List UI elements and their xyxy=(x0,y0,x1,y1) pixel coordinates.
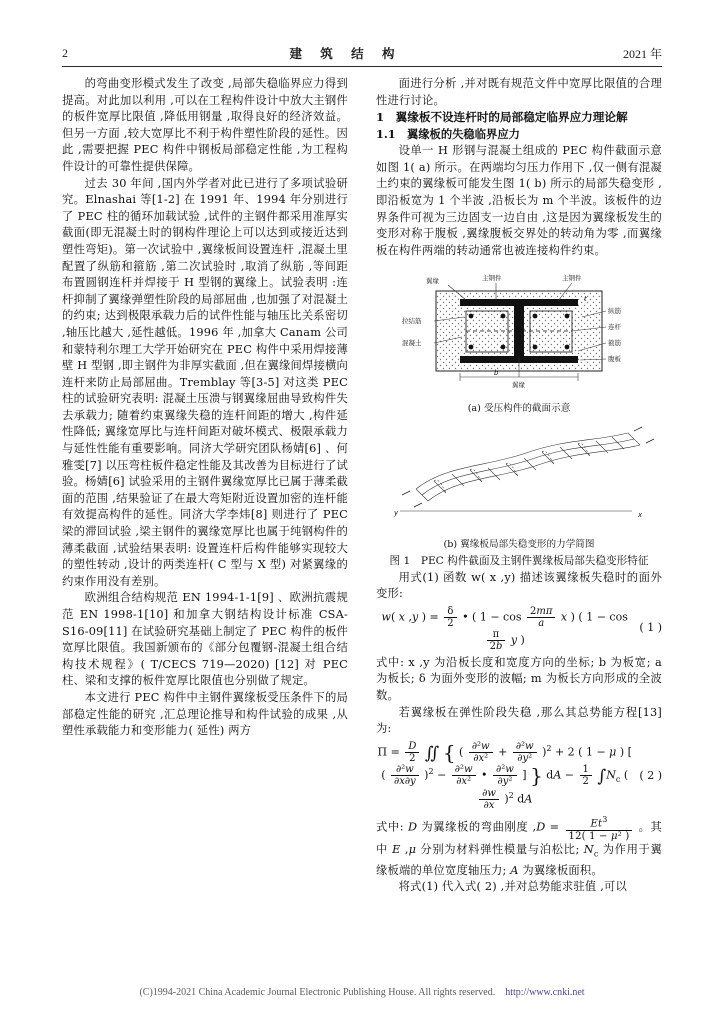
paragraph: 欧洲组合结构规范 EN 1994-1-1[9] 、欧洲抗震规范 EN 1998-1[10] 和加拿大钢结构设计标准 CSA-S16-09[11] 在试验研究基础上制定了 PEC 构件的板件宽厚比限值。我国新颁布的《部分包覆钢-混凝土组合结构技术规程》( T/CECS 719—2020) [12] 对 PEC 柱、梁和支撑的板件宽厚比限值也分别做了规定。 xyxy=(62,591,348,688)
paragraph: 过去 30 年间 ,国内外学者对此已进行了多项试验研究。Elnashai 等[1-2] 在 1991 年、1994 年分别进行了 PEC 柱的循环加载试验 ,试件的主钢件都采用准厚实截面(即无混凝土时的钢构件理论上可以达到或接近达到塑性弯矩)。第一次试验中 ,翼缘板间设置连杆 ,混凝土里配置了纵筋和箍筋 ,第二次试验时 ,取消了纵筋 ,等间距布置圆钢连杆并焊接于 H 型钢的翼缘上。试验表明 :连杆抑制了翼缘弹塑性阶段的局部屈曲 ,也加强了对混凝土的约束; 达到极限承载力后的试件性能与轴压比关系密切 ,轴压比越大 ,延性越低。1996 年 ,加拿大 Canam 公司和蒙特利尔理工大学开始研究在 PEC 构件中采用焊接薄壁 H 型钢 ,即主钢件为非厚实截面 ,但在翼缘间焊接横向连杆来防止局部屈曲。Tremblay 等[3-5] 对这类 PEC 柱的试验研究表明: 混凝土压溃与钢翼缘屈曲导致构件失去承载力; 随着约束翼缘失稳的连杆间距的增大 ,构件延性降低; 翼缘宽厚比与连杆间距对破坏模式、极限承载力与延性性能有重要影响。同济大学研究团队杨婧[6] 、何雅雯[7] 以压弯柱板件稳定性能及其改善为目标进行了试验。杨婧[6] 试验采用的主钢件翼缘宽厚比已属于薄柔截面的范围 ,结果验证了在最大弯矩附近设置加密的连杆能有效提高构件的延性。同济大学李炜[8] 则进行了 PEC 梁的滞回试验 ,梁主钢件的翼缘宽厚比也属于纯钢构件的薄柔截面 ,试验结果表明: 设置连杆后构件能够实现较大的塑性转动 ,设计的两类连杆( C 型与 X 型) 对紧翼缘的约束作用没有差别。 xyxy=(62,176,348,588)
publication-year: 2021 年 xyxy=(622,46,662,61)
paragraph: 式中: x ,y 为沿板长度和宽度方向的坐标; b 为板宽; a 为板长; δ 为面外变形的波幅; m 为板长方向形成的全波数。 xyxy=(376,655,662,702)
page-number: 2 xyxy=(62,45,68,60)
paragraph: 式中: D 为翼缘板的弯曲刚度 ,D = $\frac{Et^3}{\text{12( 1 − μ² )}}$ 。其中 E ,μ 分别为材料弹性模量与泊松比; $N_c$ 为作用于翼缘板端的单位宽度轴压力; A 为翼缘板面积。 xyxy=(376,815,662,877)
equation-1 xyxy=(376,606,662,652)
svg-text:连杆: 连杆 xyxy=(608,323,621,332)
header-divider xyxy=(62,66,662,67)
paragraph: 设单一 H 形钢与混凝土组成的 PEC 构件截面示意如图 1( a) 所示。在两端均匀压力作用下 ,仅一侧有混凝土约束的翼缘板可能发生图 1( b) 所示的局部失稳变形 ,即沿板宽为 1 个半波 ,沿板长为 m 个半波。该板件的边界条件可视为三边固支一边自由 ,这是因为翼缘板发生的变形对称于腹板 ,翼缘腹板交界处的转动角为零 ,而翼缘板在构件两端的转动通常也被连接构件约束。 xyxy=(376,144,662,257)
paragraph: 若翼缘板在弹性阶段失稳 ,那么其总势能方程[13] 为: xyxy=(376,705,662,736)
paragraph: 用式(1) 函数 w( x ,y) 描述该翼缘板失稳时的面外变形: xyxy=(376,570,662,601)
svg-text:b: b xyxy=(494,369,499,378)
svg-text:纵筋: 纵筋 xyxy=(608,307,621,316)
page-header xyxy=(62,42,662,64)
footer-copyright xyxy=(0,987,724,998)
footer-url[interactable]: http://www.cnki.net xyxy=(505,987,585,998)
svg-text:箍筋: 箍筋 xyxy=(608,339,621,348)
svg-text:t: t xyxy=(584,295,587,304)
svg-text:x: x xyxy=(638,510,643,519)
svg-text:翼缘: 翼缘 xyxy=(426,277,439,286)
section-heading-1-1: 1.1 翼缘板的失稳临界应力 xyxy=(376,127,520,142)
equation-2 xyxy=(376,741,662,812)
article-body xyxy=(62,76,662,950)
equation-2-number: ( 2 ) xyxy=(639,768,662,782)
paragraph: 的弯曲变形模式发生了改变 ,局部失稳临界应力得到提高。对此加以利用 ,可以在工程构件设计中放大主钢件的板件宽厚比限值 ,降低用钢量 ,取得良好的经济效益。但另一方面 ,较大宽厚比不利于构件塑性阶段的延性。因此 ,需要把握 PEC 构件中钢板局部稳定性能 ,为工程构件设计的可靠性提供保障。 xyxy=(62,77,348,173)
svg-text:y: y xyxy=(394,508,399,517)
figure-1 xyxy=(376,265,662,567)
svg-text:拉结筋: 拉结筋 xyxy=(402,317,422,326)
figure-1a-graphic xyxy=(376,265,662,395)
figure-1-caption: 图 1 PEC 构件截面及主钢件翼缘板局部失稳变形特征 xyxy=(389,554,649,567)
equation-1-body: w( x ,y ) = $\frac{\delta}{2}$ • ( 1 − cos $\frac{2m\pi}{a}$ x ) ( 1 − cos $\frac{\pi}{2b}$ y ) xyxy=(381,605,628,652)
right-column xyxy=(376,76,662,950)
paragraph: 将式(1) 代入式( 2) ,并对总势能求驻值 ,可以 xyxy=(398,880,627,894)
svg-text:混凝土: 混凝土 xyxy=(402,339,422,348)
equation-1-number: ( 1 ) xyxy=(639,621,662,635)
equation-2-body: Π = $\frac{D}{2}$ ∬ { ( $\frac{\text{∂²w}}{\text{∂x²}}$ + $\frac{\text{∂²w}}{\text{∂y²}}$ )$^2$ + 2 ( 1 − μ ) [ ( $\frac{\text{∂²w}}{\partial x\partial y}$ )$^2$ − $\frac{\text{∂²w}}{\text{∂x²}}$ • $\frac{\text{∂²w}}{\text{∂y²}}$ ] } dA − $\frac{1}{2}$ $\int N_c$ ( $\frac{\partial w}{\partial x}$ )$^2$ dA xyxy=(377,740,632,812)
section-heading-1: 1 翼缘板不设连杆时的局部稳定临界应力理论解 xyxy=(376,110,628,125)
svg-text:腹板: 腹板 xyxy=(608,355,621,364)
svg-text:翼缘: 翼缘 xyxy=(512,381,525,390)
figure-1b-caption: (b) 翼缘板局部失稳变形的力学简图 xyxy=(443,538,595,550)
svg-text:主钢件: 主钢件 xyxy=(482,274,502,283)
figure-1a-caption: (a) 受压构件的截面示意 xyxy=(467,402,571,414)
paragraph: 面进行分析 ,并对既有规范文件中宽厚比限值的合理性进行讨论。 xyxy=(376,77,662,107)
figure-1b-graphic xyxy=(376,419,662,531)
journal-title: 建 筑 结 构 xyxy=(289,46,402,61)
svg-text:主钢件: 主钢件 xyxy=(562,274,582,283)
paragraph: 本文进行 PEC 构件中主钢件翼缘板受压条件下的局部稳定性能的研究 ,汇总理论推导和构件试验的成果 ,从塑性承载能力和变形能力( 延性) 两方 xyxy=(62,690,348,738)
copyright-text: (C)1994-2021 China Academic Journal Electronic Publishing House. All rights reserved. xyxy=(139,987,496,998)
left-column xyxy=(62,76,348,950)
